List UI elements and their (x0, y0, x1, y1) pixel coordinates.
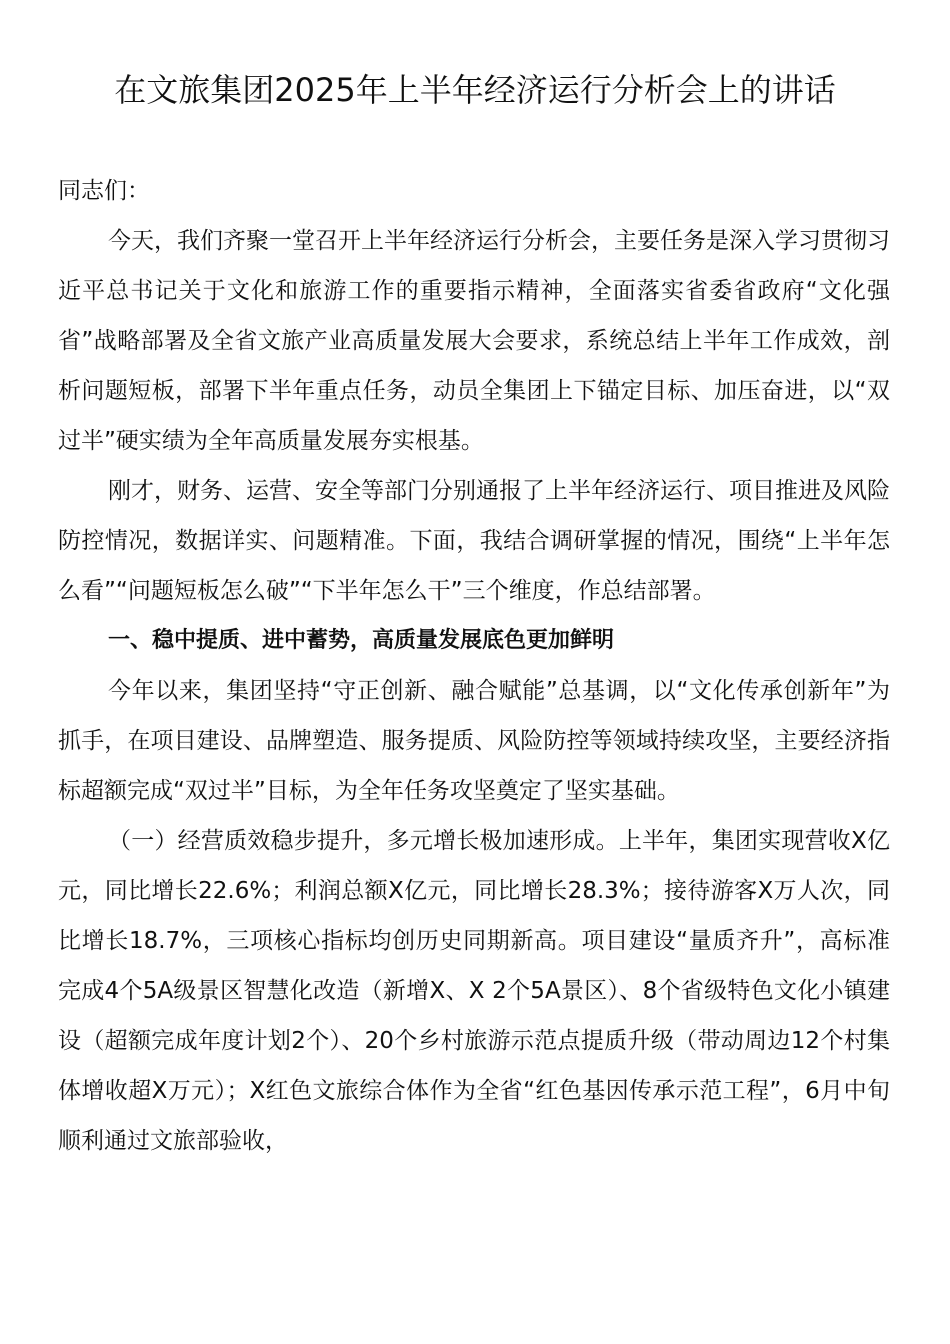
document-title: 在文旅集团2025年上半年经济运行分析会上的讲话 (114, 71, 836, 109)
salutation: 同志们： (58, 178, 150, 204)
overview-paragraph: 刚才，财务、运营、安全等部门分别通报了上半年经济运行、项目推进及风险防控情况，数据详实、问题精准。下面，我结合调研掌握的情况，围绕“上半年怎么看”“问题短板怎么破”“下半年怎么干”三个维度，作总结部署。 (58, 478, 890, 604)
section-heading: 一、稳中提质、进中蓄势，高质量发展底色更加鲜明 (108, 628, 615, 653)
section-paragraph: 今年以来，集团坚持“守正创新、融合赋能”总基调，以“文化传承创新年”为抓手，在项目建设、品牌塑造、服务提质、风险防控等领域持续攻坚，主要经济指标超额完成“双过半”目标，为全年任务攻坚奠定了坚实基础。 (58, 678, 890, 804)
document-body (58, 166, 890, 1166)
section-paragraph: （一）经营质效稳步提升，多元增长极加速形成。上半年，集团实现营收X亿元，同比增长22.6%；利润总额X亿元，同比增长28.3%；接待游客X万人次，同比增长18.7%，三项核心指标均创历史同期新高。项目建设“量质齐升”，高标准完成4个5A级景区智慧化改造（新增X、X 2个5A景区）、8个省级特色文化小镇建设（超额完成年度计划2个）、20个乡村旅游示范点提质升级（带动周边12个村集体增收超X万元）；X红色文旅综合体作为全省“红色基因传承示范工程”，6月中旬顺利通过文旅部验收， (58, 828, 890, 1154)
intro-paragraph: 今天，我们齐聚一堂召开上半年经济运行分析会，主要任务是深入学习贯彻习近平总书记关于文化和旅游工作的重要指示精神，全面落实省委省政府“文化强省”战略部署及全省文旅产业高质量发展大会要求，系统总结上半年工作成效，剖析问题短板，部署下半年重点任务，动员全集团上下锚定目标、加压奋进，以“双过半”硬实绩为全年高质量发展夯实根基。 (58, 228, 890, 454)
